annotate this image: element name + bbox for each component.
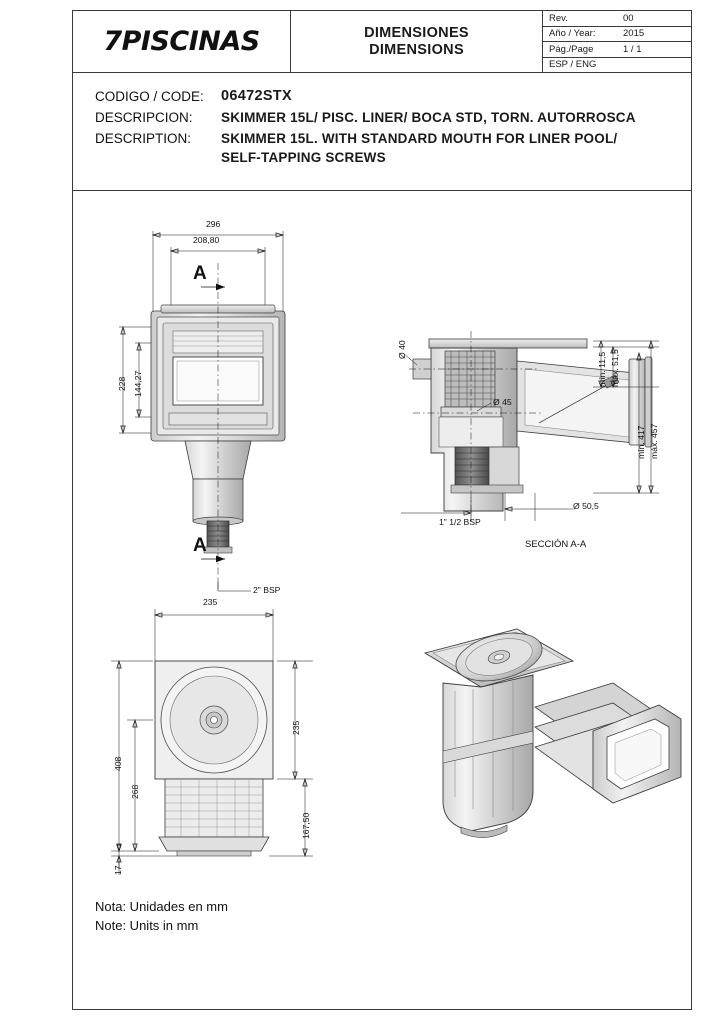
section-letter-bottom: A [193, 535, 207, 556]
description-en-line [95, 129, 691, 148]
dim-plan-height-17: 17 [113, 865, 123, 875]
year-label: Año / Year: [549, 28, 596, 40]
plan-view-body [111, 609, 313, 875]
sheet-title-es: DIMENSIONES [364, 24, 469, 41]
code-label: CODIGO / CODE: [95, 89, 204, 104]
dim-front-mouth-height: 144,27 [133, 370, 143, 397]
drawing-sheet [72, 10, 692, 1010]
description-es-label: DESCRIPCION: [95, 110, 193, 125]
dim-section-dia505: Ø 50,5 [573, 501, 599, 511]
brand-logo: 7PISCINAS [103, 26, 260, 57]
dim-section-dia45: Ø 45 [493, 397, 512, 407]
description-en-value2: SELF-TAPPING SCREWS [221, 150, 386, 165]
description-en-label: DESCRIPTION: [95, 131, 192, 146]
dim-front-overall-width: 296 [206, 219, 221, 229]
revision-cell [543, 11, 691, 72]
year-value: 2015 [623, 28, 645, 40]
language-value: ESP / ENG [549, 59, 597, 71]
units-note [95, 897, 228, 935]
units-note-en: Note: Units in mm [95, 918, 199, 933]
language-row [543, 58, 691, 73]
revision-label: Rev. [549, 12, 568, 24]
dim-plan-width: 235 [203, 597, 218, 607]
year-row [543, 27, 691, 43]
isometric-view-body [425, 625, 681, 838]
dim-section-max457: máx. 457 [649, 423, 659, 459]
title-block [73, 11, 691, 73]
description-es-value: SKIMMER 15L/ PISC. LINER/ BOCA STD, TORN. AUTORROSCA [221, 110, 636, 125]
dim-plan-height-268: 268 [130, 784, 140, 799]
dim-front-outlet-bsp: 2" BSP [253, 585, 281, 595]
code-line [95, 87, 691, 106]
dim-section-dia40: Ø 40 [397, 340, 407, 359]
dim-plan-height-total: 408 [113, 756, 123, 771]
revision-value: 00 [623, 12, 634, 24]
dim-front-overall-height: 228 [117, 376, 127, 391]
section-letter-top: A [193, 263, 207, 284]
front-view-graphic [73, 191, 693, 949]
header-info [73, 73, 691, 191]
code-value: 06472STX [221, 88, 292, 104]
section-view-body [401, 331, 659, 521]
dim-section-bsp: 1" 1/2 BSP [439, 517, 481, 527]
dim-plan-depth: 235 [291, 720, 301, 735]
dim-section-min115: mín. 11,5 [597, 351, 607, 387]
logo-cell [73, 11, 291, 72]
page-label: Pág./Page [549, 43, 594, 55]
sheet-title-cell [291, 11, 543, 72]
description-es-line [95, 108, 691, 127]
revision-row [543, 11, 691, 27]
sheet-title-en: DIMENSIONS [369, 41, 464, 58]
page-value: 1 / 1 [623, 43, 642, 55]
drawing-area [73, 191, 691, 949]
section-caption: SECCIÓN A-A [525, 539, 587, 550]
page-row [543, 42, 691, 58]
dim-front-mouth-width: 208,80 [193, 235, 220, 245]
dim-plan-height-16750: 167,50 [301, 812, 311, 839]
description-en-value: SKIMMER 15L. WITH STANDARD MOUTH FOR LINER POOL/ [221, 131, 618, 146]
dim-section-max515: máx. 51,5 [610, 349, 620, 387]
units-note-es: Nota: Unidades en mm [95, 899, 228, 914]
dim-section-min417: mín. 417 [636, 425, 646, 459]
